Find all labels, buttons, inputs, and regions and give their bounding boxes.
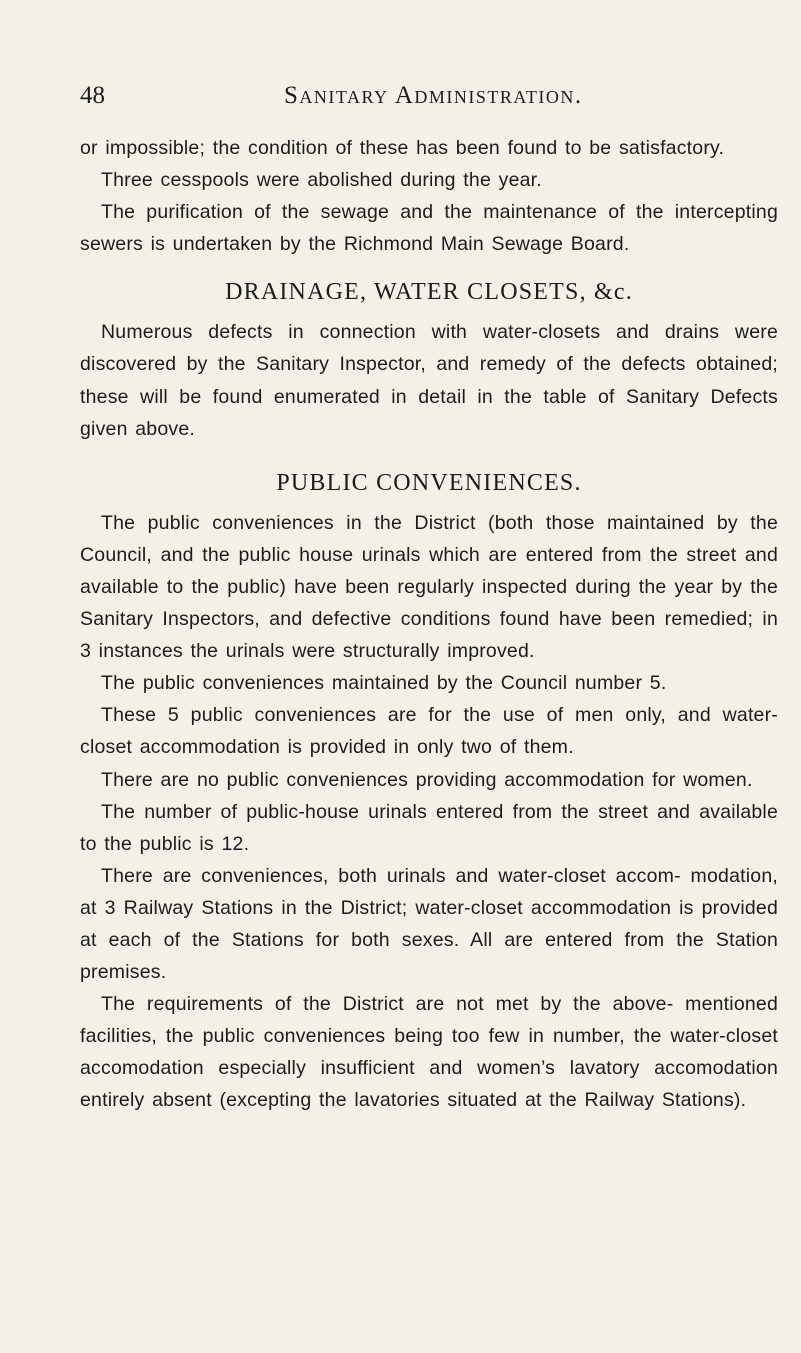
paragraph-public-house-urinals: The number of public-house urinals entered from the street and available to the public is 12. [80,800,778,855]
paragraph-women: There are no public conveniences providing accommodation for women. [101,768,753,791]
paragraph-requirements: The requirements of the District are not met by the above- mentioned facilities, the public conveniences being too few in number, the water-closet accomodation especially insufficient and women’s lavatory accomodation entirely absent (excepting the lavatories situated at the Railway Stations). [80,993,778,1112]
paragraph-continuation: or impossible; the condition of these has been found to be satisfactory. [80,137,725,159]
paragraph-railway-stations: There are conveniences, both urinals and water-closet accom- modation, at 3 Railway Stations in the District; water-closet accommodation is provided at each of the Stations for both sexes. All are entered from the Station premises. [80,864,778,984]
running-title: Sanitary Administration. [284,82,583,109]
running-header [80,78,770,114]
section-heading-drainage: DRAINAGE, WATER CLOSETS, &c. [225,279,633,306]
paragraph-cesspools: Three cesspools were abolished during the year. [101,169,542,192]
section-heading-public-conveniences: PUBLIC CONVENIENCES. [276,469,582,496]
body-text [80,132,778,1117]
page-number: 48 [80,82,105,109]
paragraph-council-conveniences: The public conveniences maintained by the Council number 5. [101,672,667,695]
paragraph-drainage-defects: Numerous defects in connection with water-closets and drains were discovered by the Sanitary Inspector, and remedy of the defects obtained; these will be found enumerated in detail in the table of Sanitary Defects given above. [80,321,778,440]
paragraph-sewage-purification: The purification of the sewage and the maintenance of the intercepting sewers is undertaken by the Richmond Main Sewage Board. [80,201,778,256]
paragraph-inspections: The public conveniences in the District (both those maintained by the Council, and the public house urinals which are entered from the street and available to the public) have been regularly inspected during the year by the Sanitary Inspectors, and defective conditions found have been remedied; in 3 instances the urinals were structurally improved. [80,511,778,663]
paragraph-men-only: These 5 public conveniences are for the use of men only, and water-closet accommodation is provided in only two of them. [80,704,778,759]
